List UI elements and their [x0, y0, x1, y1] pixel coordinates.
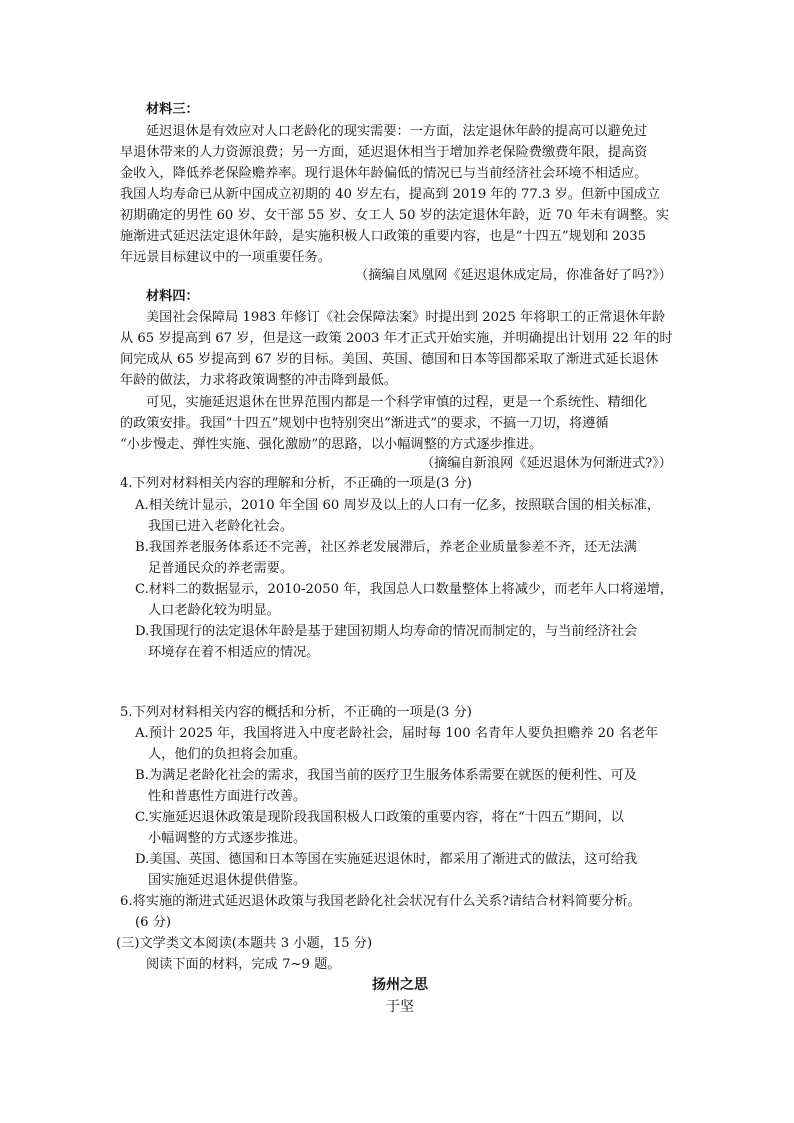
question-5-option-a-cont: 人，他们的负担将会加重。: [148, 747, 307, 762]
material-three-line: 我国人均寿命已从新中国成立初期的 40 岁左右，提高到 2019 年的 77.3 岁。但新中国成立: [120, 187, 661, 202]
question-4-stem: 4.下列对材料相关内容的理解和分析，不正确的一项是(3 分): [120, 476, 472, 491]
section-instruction: 阅读下面的材料，完成 7~9 题。: [146, 957, 341, 972]
question-6-stem: 6.将实施的渐进式延迟退休政策与我国老龄化社会状况有什么关系?请结合材料简要分析。: [120, 894, 641, 909]
question-4-option-c-cont: 人口老龄化较为明显。: [148, 603, 280, 618]
question-5-option-c: C.实施延迟退休政策是现阶段我国积极人口政策的重要内容，将在“十四五”期间，以: [135, 810, 624, 825]
material-four-line: 美国社会保障局 1983 年修订《社会保障法案》时提出到 2025 年将职工的正常退休年龄: [146, 310, 666, 325]
material-four-line: 从 65 岁提高到 67 岁，但是这一政策 2003 年才正式开始实施，并明确提出计划用 22 年的时: [120, 331, 673, 346]
material-four-line: 年龄的做法，力求将政策调整的冲击降到最低。: [120, 373, 397, 388]
question-5-option-d: D.美国、英国、德国和日本等国在实施延迟退休时，都采用了渐进式的做法，这可给我: [135, 852, 638, 867]
question-5-option-a: A.预计 2025 年，我国将进入中度老龄社会，届时每 100 名青年人要负担赡养 20 名老年: [135, 726, 659, 741]
material-three-line: 延迟退休是有效应对人口老龄化的现实需要：一方面，法定退休年龄的提高可以避免过: [146, 124, 648, 139]
question-4-option-b-cont: 足普通民众的养老需要。: [148, 561, 294, 576]
material-four-heading: 材料四：: [146, 289, 199, 304]
material-three-line: 年远景目标建议中的一项重要任务。: [120, 250, 331, 265]
question-5-option-b-cont: 性和普惠性方面进行改善。: [148, 789, 307, 804]
material-three-line: 初期确定的男性 60 岁、女干部 55 岁、女工人 50 岁的法定退休年龄，近 70 年未有调整。实: [120, 208, 670, 223]
question-4-option-d: D.我国现行的法定退休年龄是基于建国初期人均寿命的情况而制定的，与当前经济社会: [135, 624, 638, 639]
question-5-option-b: B.为满足老龄化社会的需求，我国当前的医疗卫生服务体系需要在就医的便利性、可及: [135, 768, 637, 783]
material-three-heading: 材料三：: [146, 102, 199, 117]
question-6-score: (6 分): [135, 915, 172, 930]
material-four-line: 可见，实施延迟退休在世界范围内都是一个科学审慎的过程，更是一个系统性、精细化: [146, 395, 648, 410]
material-three-line: 施渐进式延迟法定退休年龄，是实施积极人口政策的重要内容，也是“十四五”规划和 2035: [120, 229, 646, 244]
question-5-option-d-cont: 国实施延迟退休提供借鉴。: [148, 873, 307, 888]
question-5-option-c-cont: 小幅调整的方式逐步推进。: [148, 831, 307, 846]
material-three-line: 金收入，降低养老保险赡养率。现行退休年龄偏低的情况已与当前经济社会环境不相适应。: [120, 166, 648, 181]
material-three-source: （摘编自凤凰网《延迟退休成定局，你准备好了吗?》）: [355, 268, 672, 283]
question-4-option-a-cont: 我国已进入老龄化社会。: [148, 519, 294, 534]
question-4-option-c: C.材料二的数据显示，2010-2050 年，我国总人口数量整体上将减少，而老年人口将递增，: [135, 582, 673, 597]
question-4-option-b: B.我国养老服务体系还不完善，社区养老发展滞后，养老企业质量参差不齐，还无法满: [135, 540, 637, 555]
material-four-source: （摘编自新浪网《延迟退休为何渐进式?》）: [420, 456, 672, 471]
question-4-option-d-cont: 环境存在着不相适应的情况。: [148, 645, 320, 660]
material-three-line: 早退休带来的人力资源浪费；另一方面，延迟退休相当于增加养老保险费缴费年限，提高资: [120, 145, 648, 160]
section-heading: (三)文学类文本阅读(本题共 3 小题，15 分): [116, 936, 373, 951]
material-four-line: 间完成从 65 岁提高到 67 岁的目标。美国、英国、德国和日本等国都采取了渐进式延长退休: [120, 352, 659, 367]
question-4-option-a: A.相关统计显示，2010 年全国 60 周岁及以上的人口有一亿多，按照联合国的相关标准，: [135, 498, 661, 513]
question-5-stem: 5.下列对材料相关内容的概括和分析，不正确的一项是(3 分): [120, 705, 472, 720]
article-title: 扬州之思: [372, 977, 428, 993]
article-author: 于坚: [386, 999, 414, 1015]
material-four-line: “小步慢走、弹性实施、强化激励”的思路，以小幅调整的方式逐步推进。: [120, 437, 543, 452]
material-four-line: 的政策安排。我国“十四五”规划中也特别突出“渐进式”的要求，不搞一刀切，将遵循: [120, 416, 609, 431]
